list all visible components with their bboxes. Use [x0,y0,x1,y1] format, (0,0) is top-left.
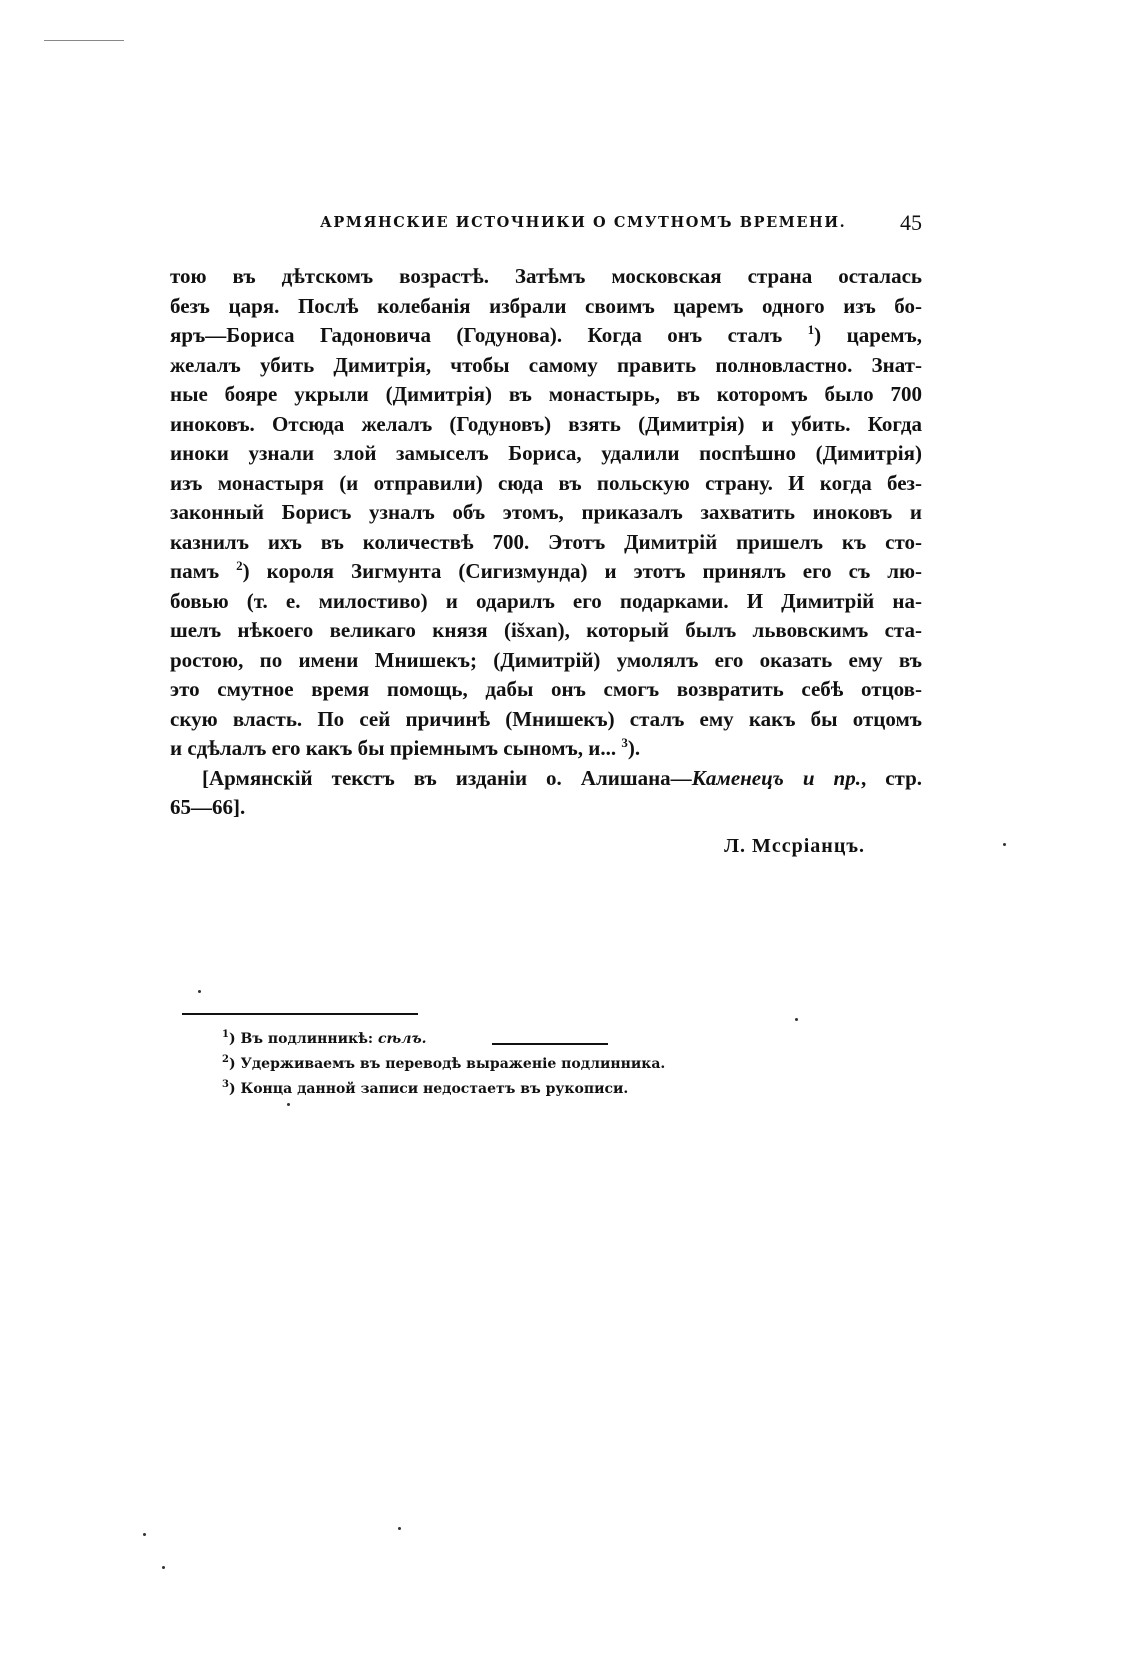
source-note-title: Каменецъ и пр. [691,765,861,790]
text-line: иноковъ. Отсюда желалъ (Годуновъ) взять (Димитрія) и убить. Когда [170,411,922,436]
footnote-mark: 1 [222,1029,229,1040]
footnote-text: Удерживаемъ въ переводѣ выраженіе подлинника. [240,1056,666,1072]
footnote-2: $^2$) Удерживаемъ въ переводѣ выраженіе подлинника. [222,1054,666,1072]
scan-speck [795,1018,798,1021]
source-note-start: [Армянскій текстъ въ изданіи о. Алишана— [202,765,692,790]
text-line: ростою, по имени Мнишекъ; (Димитрій) умолялъ его оказать ему въ [170,647,922,672]
running-title: АРМЯНСКИЕ ИСТОЧНИКИ О СМУТНОМЪ ВРЕМЕНИ. [320,214,847,231]
text-line: это смутное время помощь, дабы онъ смогъ возвратить себѣ отцов- [170,677,922,701]
text-line: безъ царя. Послѣ колебанія избрали своимъ царемъ одного изъ бо- [170,293,922,318]
footnotes [222,1027,822,1102]
footnote-text: Въ подлинникѣ: [240,1031,374,1047]
footnote-separator [182,1013,418,1015]
text-line: памъ $^2$) короля Зигмунта (Сигизмунда) и этотъ принялъ его съ лю- [170,558,923,583]
text-line: ные бояре укрыли (Димитрія) въ монастырь, въ которомъ было 700 [170,382,922,406]
text-fragment: ). [627,736,641,760]
scan-speck [198,990,201,993]
author-signature: Л. Мссріанцъ. [724,835,865,857]
scan-speck [398,1527,401,1530]
scan-speck [1003,843,1006,846]
footnote-mark: 3 [222,1079,229,1090]
footnote-ref: 2 [236,558,243,573]
footnote-mark: 2 [222,1054,229,1065]
text-fragment: и сдѣлалъ его какъ бы пріемнымъ сыномъ, и... [170,736,617,760]
source-note-line2: 65—66]. [170,795,246,819]
running-head [170,210,922,240]
text-fragment: царемъ, [846,323,923,347]
text-line: скую власть. По сей причинѣ (Мнишекъ) сталъ ему какъ бы отцомъ [170,706,922,731]
text-line: шелъ нѣкоего великаго князя (išxan), который былъ львовскимъ ста- [170,618,922,642]
scan-speck [287,1103,290,1106]
text-line [170,734,922,764]
footnote-text: Конца данной записи недостаетъ въ рукописи. [240,1081,629,1097]
footnote-quote: сѣлъ. [377,1031,427,1047]
source-note [170,764,922,794]
text-line: изъ монастыря (и отправили) сюда въ польскую страну. И когда без- [170,470,922,495]
footnote-ref: 3 [621,735,628,750]
footnote-3: $^3$) Конца данной записи недостаетъ въ рукописи. [222,1079,629,1097]
text-fragment: памъ [170,559,220,583]
text-fragment: короля Зигмунта (Сигизмунда) и этотъ принялъ его съ лю- [266,559,923,583]
text-fragment: яръ—Бориса Гадоновича (Годунова). Когда онъ сталъ [170,323,783,347]
corner-scan-mark [44,40,124,42]
text-line: иноки узнали злой замыселъ Бориса, удалили поспѣшно (Димитрія) [170,441,922,465]
text-line: яръ—Бориса Гадоновича (Годунова). Когда онъ сталъ $^1$) царемъ, [170,322,923,347]
source-note-end: , стр. [860,765,923,790]
scan-speck [143,1533,146,1536]
text-line: желалъ убить Димитрія, чтобы самому править полновластно. Знат- [170,352,922,377]
footnote-ref: 1 [807,322,815,337]
text-line: законный Борисъ узналъ объ этомъ, приказалъ захватить иноковъ и [170,500,922,524]
text-line: казнилъ ихъ въ количествѣ 700. Этотъ Димитрій пришелъ къ сто- [170,529,922,554]
text-line: тою въ дѣтскомъ возрастѣ. Затѣмъ московская страна осталась [170,264,922,288]
scan-speck [162,1566,165,1569]
page-number: 45 [900,210,922,235]
text-line: бовью (т. е. милостиво) и одарилъ его подарками. И Димитрій на- [170,588,922,613]
main-text [170,262,922,823]
footnote-1: $^1$) Въ подлинникѣ: сѣлъ. [222,1029,427,1047]
